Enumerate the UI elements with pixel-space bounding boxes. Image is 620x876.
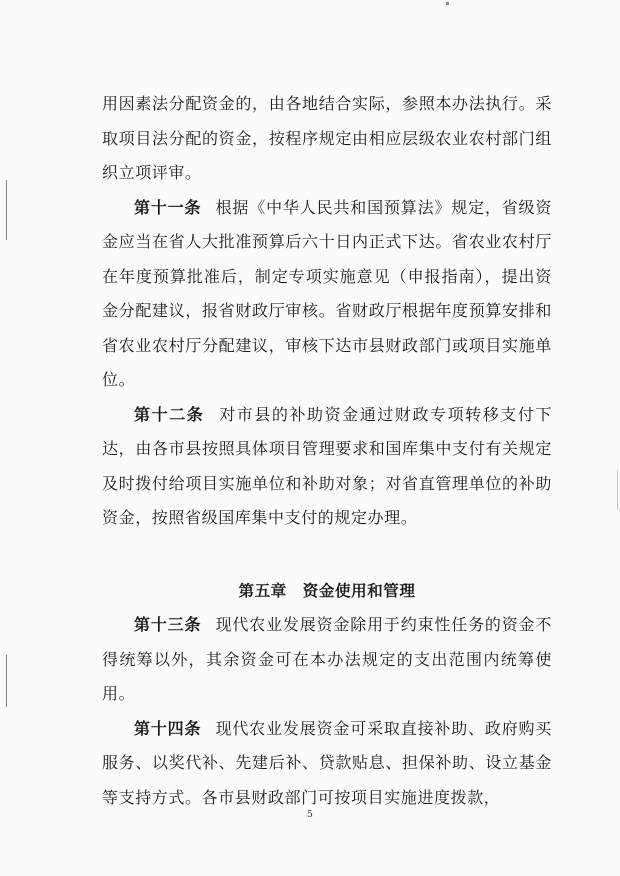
chapter-heading [102, 574, 552, 609]
article-12 [102, 398, 552, 536]
article-13 [102, 608, 552, 712]
chapter-title: 资金使用和管理 [302, 581, 416, 600]
article-11 [102, 191, 552, 398]
scan-edge-mark [617, 470, 618, 510]
paragraph-continuation: 用因素法分配资金的，由各地结合实际，参照本办法执行。采取项目法分配的资金，按程序规定由相应层级农业农村部门组织立项评审。 [102, 94, 552, 182]
article-number: 第十二条 [134, 404, 205, 424]
article-number: 第十三条 [134, 615, 202, 634]
scan-edge-mark [6, 180, 7, 240]
article-text: 现代农业发展资金可采取直接补助、政府购买服务、以奖代补、先建后补、贷款贴息、担保补助、设立基金等支持方式。各市县财政部门可按项目实施进度拨款， [102, 718, 552, 807]
scan-edge-mark [6, 655, 7, 707]
article-text: 根据《中华人民共和国预算法》规定，省级资金应当在省人大批准预算后六十日内正式下达。省农业农村厅在年度预算批准后，制定专项实施意见（申报指南），提出资金分配建议，报省财政厅审核。省财政厅根据年度预算安排和省农业农村厅分配建议，审核下达市县财政部门或项目实施单位。 [102, 197, 552, 389]
article-14 [102, 712, 552, 816]
scan-speck [446, 2, 449, 5]
article-number: 第十一条 [134, 197, 202, 217]
chapter-number: 第五章 [238, 581, 287, 600]
article-text: 对市县的补助资金通过财政专项转移支付下达，由各市县按照具体项目管理要求和国库集中支付有关规定及时拨付给项目实施单位和补助对象；对省直管理单位的补助资金，按照省级国库集中支付的规定办理。 [102, 404, 552, 527]
page-number: 5 [307, 810, 313, 820]
article-text: 现代农业发展资金除用于约束性任务的资金不得统筹以外，其余资金可在本办法规定的支出范围内统筹使用。 [102, 615, 552, 703]
document-body [102, 87, 552, 815]
article-number: 第十四条 [134, 718, 202, 738]
